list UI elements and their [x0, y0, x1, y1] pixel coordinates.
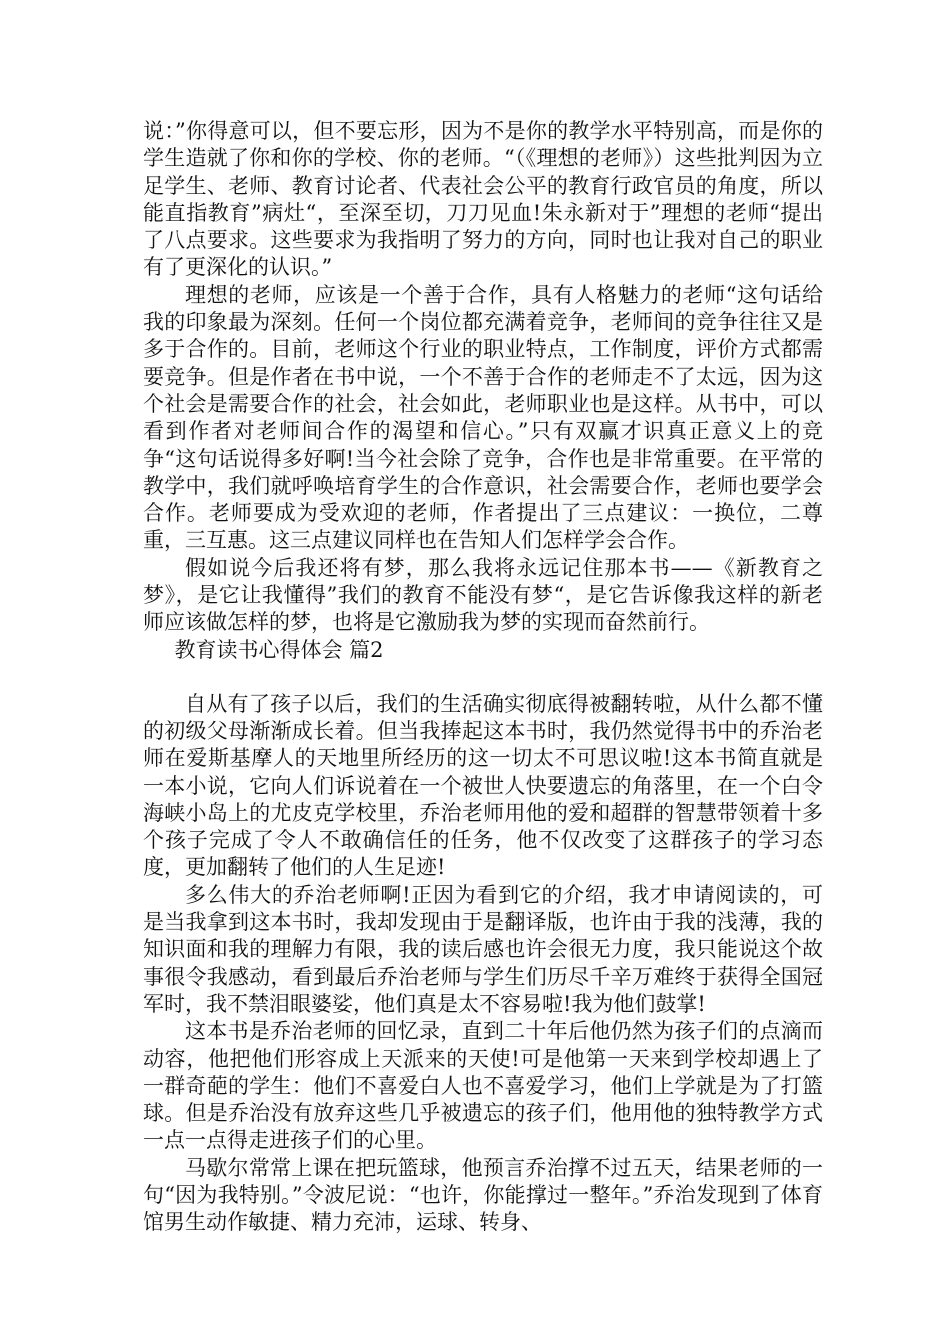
paragraph: 假如说今后我还将有梦，那么我将永远记住那本书——《新教育之梦》，是它让我懂得”我们的教育不能没有梦“，是它告诉像我这样的新老师应该做怎样的梦，也将是它激励我为梦的实现而奋然前行。: [143, 555, 823, 635]
document-body: [143, 118, 823, 1237]
paragraph: 这本书是乔治老师的回忆录，直到二十年后他仍然为孩子们的点滴而动容，他把他们形容成上天派来的天使!可是他第一天来到学校却遇上了一群奇葩的学生：他们不喜爱白人也不喜爱学习，他们上学就是为了打篮球。但是乔治没有放弃这些几乎被遗忘的孩子们，他用他的独特教学方式一点一点得走进孩子们的心里。: [143, 1019, 823, 1153]
paragraph-continuation: 说：”你得意可以，但不要忘形，因为不是你的教学水平特别高，而是你的学生造就了你和你的学校、你的老师。“（《理想的老师》）这些批判因为立足学生、老师、教育讨论者、代表社会公平的教育行政官员的角度，所以能直指教育”病灶“，至深至切，刀刀见血!朱永新对于”理想的老师“提出了八点要求。这些要求为我指明了努力的方向，同时也让我对自己的职业有了更深化的认识。”: [143, 119, 823, 280]
section-heading: 教育读书心得体会 篇2: [174, 637, 384, 662]
paragraph: 马歇尔常常上课在把玩篮球，他预言乔治撑不过五天，结果老师的一句“因为我特别。”令波尼说：“也许，你能撑过一整年。”乔治发现到了体育馆男生动作敏捷、精力充沛，运球、转身、: [143, 1155, 823, 1235]
paragraph: 理想的老师，应该是一个善于合作，具有人格魅力的老师“这句话给我的印象最为深刻。任何一个岗位都充满着竞争，老师间的竞争往往又是多于合作的。目前，老师这个行业的职业特点，工作制度，评价方式都需要竞争。但是作者在书中说，一个不善于合作的老师走不了太远，因为这个社会是需要合作的社会，社会如此，老师职业也是这样。从书中，可以看到作者对老师间合作的渴望和信心。”只有双赢才识真正意义上的竞争“这句话说得多好啊!当今社会除了竞争，合作也是非常重要。在平常的教学中，我们就呼唤培育学生的合作意识，社会需要合作，老师也要学会合作。老师要成为受欢迎的老师，作者提出了三点建议：一换位，二尊重，三互惠。这三点建议同样也在告知人们怎样学会合作。: [143, 282, 823, 553]
paragraph: 多么伟大的乔治老师啊!正因为看到它的介绍，我才申请阅读的，可是当我拿到这本书时，我却发现由于是翻译版，也许由于我的浅薄，我的知识面和我的理解力有限，我的读后感也许会很无力度，我只能说这个故事很令我感动，看到最后乔治老师与学生们历尽千辛万难终于获得全国冠军时，我不禁泪眼婆娑，他们真是太不容易啦!我为他们鼓掌!: [143, 882, 823, 1016]
paragraph: 自从有了孩子以后，我们的生活确实彻底得被翻转啦，从什么都不懂的初级父母渐渐成长着。但当我捧起这本书时，我仍然觉得书中的乔治老师在爱斯基摩人的天地里所经历的这一切太不可思议啦!这本书简直就是一本小说，它向人们诉说着在一个被世人快要遗忘的角落里，在一个白令海峡小岛上的尤皮克学校里，乔治老师用他的爱和超群的智慧带领着十多个孩子完成了令人不敢确信任的任务，他不仅改变了这群孩子的学习态度，更加翻转了他们的人生足迹!: [143, 691, 823, 880]
